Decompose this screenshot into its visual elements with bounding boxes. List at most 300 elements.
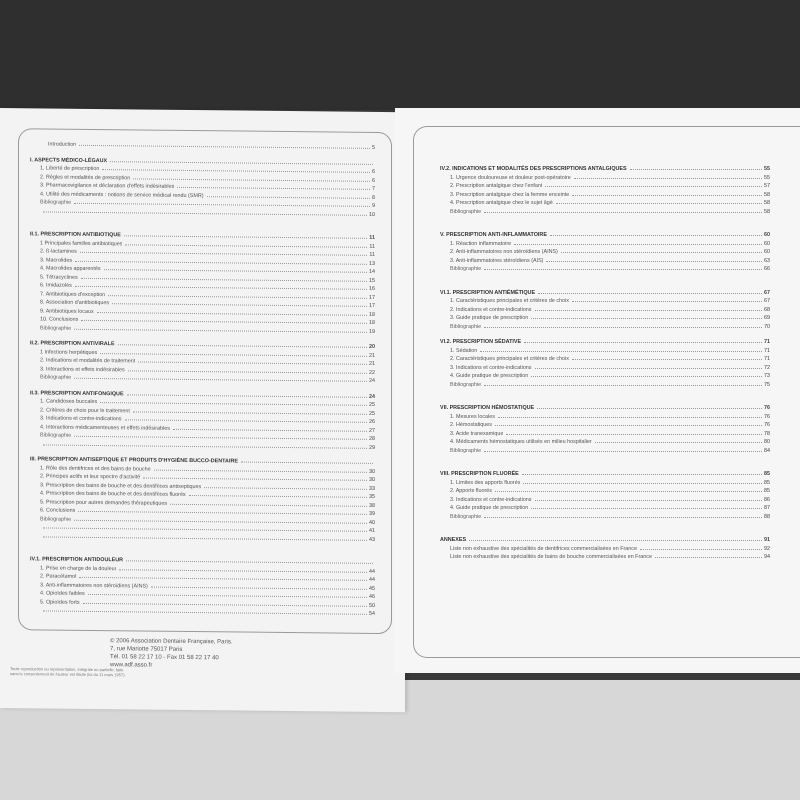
toc-entry (440, 372, 770, 381)
toc-leader-dots (173, 428, 367, 431)
toc-page-number: 14 (369, 268, 375, 275)
toc-leader-dots (138, 361, 367, 364)
toc-entry-label: Bibliographie (450, 208, 482, 215)
toc-entry-label: Bibliographie (450, 381, 482, 388)
toc-entry-label: 1. Sédation (450, 347, 478, 354)
toc-entry-label: 4. Utilité des médicaments : notions de service médical rendu (SMR) (40, 190, 204, 199)
toc-entry-label: 1. Urgence douloureuse et douleur post-opératoire (450, 174, 571, 181)
toc-section-title: II.1. PRESCRIPTION ANTIBIOTIQUE (30, 231, 121, 239)
toc-leader-dots (108, 295, 367, 299)
toc-entry-label: 2. Indications et modalités de traitement (40, 357, 136, 365)
toc-leader-dots (125, 244, 367, 248)
toc-leader-dots (514, 244, 762, 245)
toc-page-number: 17 (369, 302, 375, 309)
toc-entry-label: 3. Prescription des bains de bouche et des dentifrices antiseptiques (40, 481, 202, 490)
toc-entry-label: Bibliographie (450, 323, 482, 330)
toc-entry-label: 1. Limites des apports fluorés (450, 479, 521, 486)
toc-leader-dots (127, 394, 367, 398)
toc-page-number: 17 (369, 294, 375, 301)
toc-section-heading (440, 165, 770, 174)
toc-page-number: 58 (764, 191, 770, 198)
toc-page-number: 58 (764, 200, 770, 206)
toc-leader-dots (83, 602, 367, 606)
toc-leader-dots (484, 327, 762, 328)
toc-entry-label: Liste non exhaustive des spécialités de bains de bouche commercialisées en France (450, 554, 652, 560)
toc-leader-dots (170, 503, 367, 506)
toc-page-number: 60 (764, 232, 770, 238)
toc-leader-dots (546, 261, 762, 262)
toc-page-number: 80 (764, 439, 770, 445)
toc-entry-label: Bibliographie (40, 324, 72, 332)
toc-leader-dots (241, 462, 373, 464)
toc-entry-label: 2. Anti-inflammatoires non stéroïdiens (AINS) (450, 249, 558, 255)
colophon-line: 7, rue Mariotte 75017 Paris (110, 646, 183, 653)
toc-leader-dots (495, 491, 762, 492)
toc-entry (440, 364, 770, 373)
toc-section-heading (440, 338, 770, 347)
toc-entry-label: 4. Macrolides apparentés (40, 265, 101, 273)
toc-entry (440, 355, 770, 364)
toc-entry-label: 4. Prescription des bains de bouche et des dentifrices fluorés (40, 490, 186, 498)
toc-entry-label: 9. Antibiotiques locaux (40, 307, 94, 315)
toc-section-heading (440, 231, 770, 240)
toc-entry-label: 6. Conclusions (40, 507, 76, 514)
toc-leader-dots (522, 474, 762, 475)
toc-spacer (440, 274, 770, 282)
toc-leader-dots (133, 178, 370, 181)
toc-page-number: 28 (369, 435, 375, 442)
toc-entry-label: Bibliographie (40, 374, 72, 381)
toc-section-title: IV.2. INDICATIONS ET MODALITÉS DES PRESCRIPTIONS ANTALGIQUES (440, 166, 627, 172)
toc-entry (440, 430, 770, 439)
toc-page-number: 21 (369, 360, 375, 367)
toc-section-title: VI.1. PRESCRIPTION ANTIÉMÉTIQUE (440, 289, 536, 296)
toc-entry (440, 265, 770, 274)
toc-entry-label: 1. Réaction inflammatoire (450, 240, 512, 247)
toc-page-number: 41 (369, 527, 375, 534)
toc-leader-dots (74, 328, 367, 332)
toc-page-number: 25 (369, 401, 375, 408)
toc-entry-label: 6. Imidazolés (40, 282, 72, 289)
toc-leader-dots (574, 178, 762, 179)
colophon-line: www.adf.asso.fr (110, 662, 153, 669)
toc-leader-dots (100, 353, 367, 357)
toc-entry-label: 1. Prise en charge de la douleur (40, 564, 117, 572)
toc-entry (440, 347, 770, 356)
toc-leader-dots (531, 318, 762, 319)
toc-section-title: II.2. PRESCRIPTION ANTIVIRALE (30, 340, 115, 348)
toc-entry-label: Bibliographie (40, 432, 72, 439)
toc-page-number: 68 (764, 306, 770, 313)
toc-page-number: 6 (372, 177, 375, 184)
toc-page-number: 15 (369, 277, 375, 284)
toc-page-number: 66 (764, 266, 770, 272)
toc-page-number: 85 (764, 471, 770, 477)
toc-entry-label: 2. Prescription antalgique chez l'enfant (450, 183, 543, 189)
toc-leader-dots (204, 487, 367, 490)
toc-page-number: 85 (764, 488, 770, 494)
toc-page-number: 70 (764, 323, 770, 330)
toc-leader-dots (484, 517, 762, 518)
toc-entry (440, 314, 770, 323)
toc-page-number: 60 (764, 249, 770, 255)
toc-page-number: 85 (764, 479, 770, 486)
toc-page-number: 94 (764, 554, 770, 560)
toc-page-number: 44 (369, 568, 375, 575)
toc-entry-label: 1. Candidoses buccales (40, 398, 98, 406)
toc-page-number: 78 (764, 430, 770, 437)
toc-leader-dots (79, 577, 367, 581)
toc-entry-label: 10. Conclusions (40, 316, 79, 323)
toc-entry-label: 2. Apports fluorés (450, 488, 492, 494)
toc-leader-dots (74, 519, 367, 523)
toc-entry-label: 3. Guide pratique de prescription (450, 315, 529, 321)
toc-entry (440, 553, 770, 562)
toc-entry-label: 2. Caractéristiques principales et critères de choix (450, 356, 569, 362)
left-page (0, 108, 405, 712)
toc-section-heading (440, 289, 770, 298)
toc-entry-label: Bibliographie (450, 513, 482, 520)
toc-page-number: 76 (764, 422, 770, 428)
toc-entry-label: 1. Rôle des dentifrices et des bains de bouche (40, 464, 151, 473)
toc-page-number: 6 (372, 168, 375, 175)
toc-page-number: 72 (764, 364, 770, 371)
toc-leader-dots (561, 252, 762, 253)
toc-entry-label: 2. Hémostatiques (450, 422, 492, 428)
toc-page-number: 57 (764, 183, 770, 189)
toc-entry-label: 2. Paracétamol (40, 573, 77, 580)
toc-leader-dots (43, 211, 367, 215)
toc-leader-dots (133, 411, 367, 414)
toc-entry (440, 191, 770, 200)
toc-page-number: 24 (369, 393, 375, 400)
toc-entry-label: 4. Prescription antalgique chez le sujet âgé (450, 200, 553, 206)
toc-leader-dots (78, 511, 367, 515)
toc-entry (440, 487, 770, 496)
toc-entry-label: 4. Guide pratique de prescription (450, 505, 529, 511)
toc-leader-dots (151, 586, 367, 589)
toc-right (440, 158, 770, 562)
toc-leader-dots (81, 320, 367, 324)
toc-page-number: 86 (764, 496, 770, 503)
toc-leader-dots (143, 477, 367, 480)
toc-page-number: 75 (764, 381, 770, 388)
toc-page-number: 30 (369, 476, 375, 483)
toc-entry (440, 438, 770, 447)
toc-page-number: 21 (369, 352, 375, 359)
toc-page-number: 19 (369, 328, 375, 335)
right-page (395, 108, 800, 673)
toc-page-number: 55 (764, 166, 770, 172)
toc-leader-dots (640, 549, 762, 550)
toc-leader-dots (104, 269, 367, 273)
toc-section-heading (440, 470, 770, 479)
toc-section-title: VI.2. PRESCRIPTION SÉDATIVE (440, 339, 522, 345)
toc-leader-dots (484, 385, 762, 386)
toc-leader-dots (74, 378, 367, 382)
toc-leader-dots (100, 402, 367, 406)
toc-entry-label: 3. Anti-inflammatoires stéroïdiens (AIS) (450, 257, 544, 264)
toc-leader-dots (110, 161, 373, 165)
toc-page-number: 39 (369, 510, 375, 517)
toc-page-number: 11 (369, 234, 375, 241)
toc-entry (440, 413, 770, 422)
toc-page-number: 69 (764, 315, 770, 321)
toc-page-number: 16 (369, 285, 375, 292)
toc-leader-dots (524, 342, 762, 343)
toc-leader-dots (484, 451, 762, 452)
toc-leader-dots (112, 303, 367, 307)
toc-entry (440, 504, 770, 513)
toc-section-title: I. ASPECTS MÉDICO-LÉGAUX (30, 156, 108, 164)
toc-leader-dots (125, 419, 367, 423)
background-top (0, 0, 800, 110)
toc-leader-dots (498, 417, 762, 418)
toc-section-heading (440, 536, 770, 545)
colophon-line: Tél. 01 58 22 17 10 - Fax 01 58 22 17 40 (110, 654, 219, 662)
toc-entry-label: 1. Liberté de prescription (40, 165, 100, 173)
toc-page-number: 76 (764, 405, 770, 411)
toc-page-number: 45 (369, 585, 375, 592)
toc-entry-label: Introduction (48, 141, 77, 148)
toc-page-number: 7 (372, 185, 375, 192)
toc-page-number: 50 (369, 602, 375, 609)
toc-leader-dots (118, 344, 367, 348)
toc-page-number: 33 (369, 485, 375, 492)
toc-page-number: 40 (369, 519, 375, 526)
toc-leader-dots (484, 269, 762, 270)
toc-entry (440, 447, 770, 456)
toc-entry (440, 421, 770, 430)
toc-entry-label: 2. ß-lactamines (40, 248, 77, 255)
toc-page-number: 29 (369, 444, 375, 451)
toc-section-title: VIII. PRESCRIPTION FLUORÉE (440, 471, 519, 477)
toc-entry-label: 3. Pharmacovigilance et déclaration d'effets indésirables (40, 182, 175, 190)
toc-entry-label: 3. Acide tranexamique (450, 430, 504, 437)
toc-leader-dots (550, 235, 762, 236)
toc-entry-label: 7. Antibiotiques d'exception (40, 290, 106, 298)
toc-leader-dots (531, 376, 762, 377)
toc-entry-label: 3. Macrolides (40, 256, 73, 264)
toc-page-number: 25 (369, 410, 375, 417)
toc-page-number: 92 (764, 545, 770, 552)
toc-entry-label: 5. Opioïdes forts (40, 598, 80, 606)
toc-entry-label: Bibliographie (40, 199, 72, 206)
toc-entry-label: 1 Principales familles antibiotiques (40, 239, 123, 247)
toc-entry-label: 4. Guide pratique de prescription (450, 373, 529, 379)
toc-page-number: 58 (764, 208, 770, 215)
legal-notice: Toute reproduction ou représentation, intégrale ou partielle, faite sans le consentement de l'auteur est illicite (loi du 11 mars 1957). (10, 666, 126, 678)
toc-leader-dots (207, 196, 370, 199)
toc-entry-label: 3. Indications et contre-indications (450, 496, 532, 503)
toc-leader-dots (154, 469, 367, 472)
toc-page-number: 26 (369, 418, 375, 425)
toc-page-number: 67 (764, 289, 770, 296)
toc-spacer (440, 216, 770, 224)
toc-entry (440, 545, 770, 554)
toc-entry-label: 2. Indications et contre-indications (450, 306, 532, 313)
toc-leader-dots (535, 500, 762, 501)
toc-spacer (440, 389, 770, 397)
toc-left (30, 140, 375, 618)
toc-entry-label: 2. Principes actifs et leur spectre d'activité (40, 473, 141, 481)
toc-leader-dots (531, 508, 762, 509)
toc-leader-dots (484, 212, 762, 213)
colophon-line: © 2006 Association Dentaire Française, Paris. (110, 638, 233, 646)
toc-leader-dots (124, 235, 367, 239)
toc-page-number: 63 (764, 257, 770, 264)
toc-entry (440, 306, 770, 315)
toc-entry-label: Bibliographie (40, 515, 72, 523)
toc-leader-dots (495, 425, 762, 426)
toc-leader-dots (537, 408, 762, 409)
toc-entry-label: 3. Anti-inflammatoires non stéroïdiens (AINS) (40, 581, 148, 590)
toc-leader-dots (97, 312, 367, 316)
toc-section-title: VII. PRESCRIPTION HÉMOSTATIQUE (440, 405, 535, 411)
colophon (110, 637, 232, 670)
toc-page-number: 20 (369, 343, 375, 350)
toc-leader-dots (43, 527, 367, 531)
toc-entry-label: 3. Indications et contre-indications (450, 364, 532, 371)
toc-leader-dots (128, 370, 367, 374)
toc-page-number: 87 (764, 505, 770, 511)
toc-entry-label: 1 Infections herpétiques (40, 348, 98, 356)
toc-section-title: ANNEXES (440, 537, 467, 543)
toc-page-number: 27 (369, 427, 375, 434)
toc-page-number: 44 (369, 576, 375, 583)
toc-leader-dots (469, 540, 762, 541)
toc-page-number: 73 (764, 373, 770, 379)
toc-page-number: 18 (369, 319, 375, 326)
toc-page-number: 46 (369, 593, 375, 600)
toc-leader-dots (535, 310, 762, 311)
toc-page-number: 11 (369, 251, 375, 258)
toc-page-number: 88 (764, 513, 770, 520)
toc-entry (440, 208, 770, 217)
toc-entry-label: 8. Association d'antibiotiques (40, 299, 110, 307)
toc-leader-dots (538, 293, 762, 294)
toc-entry (440, 323, 770, 332)
toc-page-number: 8 (372, 194, 375, 201)
toc-leader-dots (126, 560, 373, 564)
toc-page-number: 76 (764, 413, 770, 420)
toc-entry-label: Bibliographie (450, 447, 482, 454)
toc-entry-label: 5. Tétracyclines (40, 273, 78, 281)
toc-entry (440, 182, 770, 191)
toc-section-title: V. PRESCRIPTION ANTI-INFLAMMATOIRE (440, 232, 547, 238)
toc-entry-label: 3. Interactions et effets indésirables (40, 365, 125, 373)
toc-leader-dots (506, 434, 762, 435)
toc-leader-dots (572, 301, 762, 302)
toc-leader-dots (74, 436, 367, 440)
toc-leader-dots (572, 195, 762, 196)
toc-page-number: 55 (764, 174, 770, 181)
toc-page-number: 35 (369, 493, 375, 500)
toc-leader-dots (43, 536, 367, 540)
toc-page-number: 18 (369, 311, 375, 318)
toc-leader-dots (630, 169, 762, 170)
toc-leader-dots (177, 187, 370, 190)
toc-leader-dots (119, 569, 367, 573)
toc-page-number: 43 (369, 536, 375, 543)
toc-entry-label: 2. Critères de choix pour le traitement (40, 406, 130, 414)
toc-leader-dots (545, 186, 762, 187)
toc-entry-label: 4. Médicaments hémostatiques utilisés en milieu hospitalier (450, 439, 592, 445)
toc-entry-label: Liste non exhaustive des spécialités de dentifrices commercialisées en France (450, 545, 637, 552)
toc-entry-label: 1. Mesures locales (450, 413, 495, 420)
toc-leader-dots (595, 442, 762, 443)
toc-page-number: 67 (764, 298, 770, 304)
toc-page-number: 11 (369, 243, 375, 250)
toc-page-number: 71 (764, 356, 770, 362)
toc-page-number: 9 (372, 202, 375, 209)
toc-spacer (440, 521, 770, 529)
toc-page-number: 24 (369, 377, 375, 384)
toc-leader-dots (43, 610, 367, 614)
toc-leader-dots (74, 203, 370, 207)
toc-entry-label: Bibliographie (450, 266, 482, 272)
toc-leader-dots (43, 444, 367, 448)
toc-section-heading (440, 404, 770, 413)
toc-page-number: 71 (764, 347, 770, 354)
toc-leader-dots (523, 483, 762, 484)
toc-entry-label: 2. Règles et modalités de prescription (40, 173, 131, 181)
toc-section-title: IV.1. PRESCRIPTION ANTIDOULEUR (30, 556, 124, 564)
toc-entry (440, 496, 770, 505)
toc-page-number: 30 (369, 468, 375, 475)
toc-entry (440, 513, 770, 522)
toc-leader-dots (556, 203, 762, 204)
toc-leader-dots (480, 351, 762, 352)
toc-entry (440, 297, 770, 306)
toc-page-number: 84 (764, 447, 770, 454)
toc-leader-dots (572, 359, 762, 360)
toc-page-number: 60 (764, 240, 770, 247)
toc-entry (440, 240, 770, 249)
toc-page-number: 71 (764, 339, 770, 345)
toc-page-number: 54 (369, 610, 375, 617)
toc-entry-label: 4. Opioïdes faibles (40, 590, 85, 597)
toc-page-number: 10 (369, 211, 375, 218)
toc-page-number: 38 (369, 502, 375, 509)
toc-spacer (440, 455, 770, 463)
toc-page-number: 13 (369, 260, 375, 267)
toc-leader-dots (80, 252, 368, 256)
toc-page-number: 22 (369, 369, 375, 376)
toc-entry (440, 479, 770, 488)
toc-leader-dots (79, 145, 370, 149)
toc-entry-label: 4. Interactions médicamenteuses et effets indésirables (40, 423, 170, 432)
toc-entry (440, 248, 770, 257)
toc-section-title: III. PRESCRIPTION ANTISEPTIQUE ET PRODUITS D'HYGIÈNE BUCCO-DENTAIRE (30, 456, 238, 465)
toc-leader-dots (81, 277, 367, 281)
toc-section-title: II.3. PRESCRIPTION ANTIFONGIQUE (30, 389, 124, 397)
toc-entry-label: 5. Prescription pour autres demandes thérapeutiques (40, 498, 168, 507)
toc-leader-dots (655, 557, 762, 558)
toc-leader-dots (88, 594, 367, 598)
toc-entry (440, 381, 770, 390)
toc-entry-label: 3. Indications et contre-indications (40, 415, 122, 423)
toc-entry-label: 1. Caractéristiques principales et critères de choix (450, 298, 569, 304)
toc-page-number: 91 (764, 537, 770, 543)
toc-page-number: 5 (372, 144, 375, 151)
toc-entry (440, 257, 770, 266)
toc-leader-dots (189, 495, 367, 498)
toc-leader-dots (102, 169, 370, 173)
toc-entry (440, 199, 770, 208)
toc-leader-dots (75, 260, 367, 264)
toc-entry (440, 174, 770, 183)
